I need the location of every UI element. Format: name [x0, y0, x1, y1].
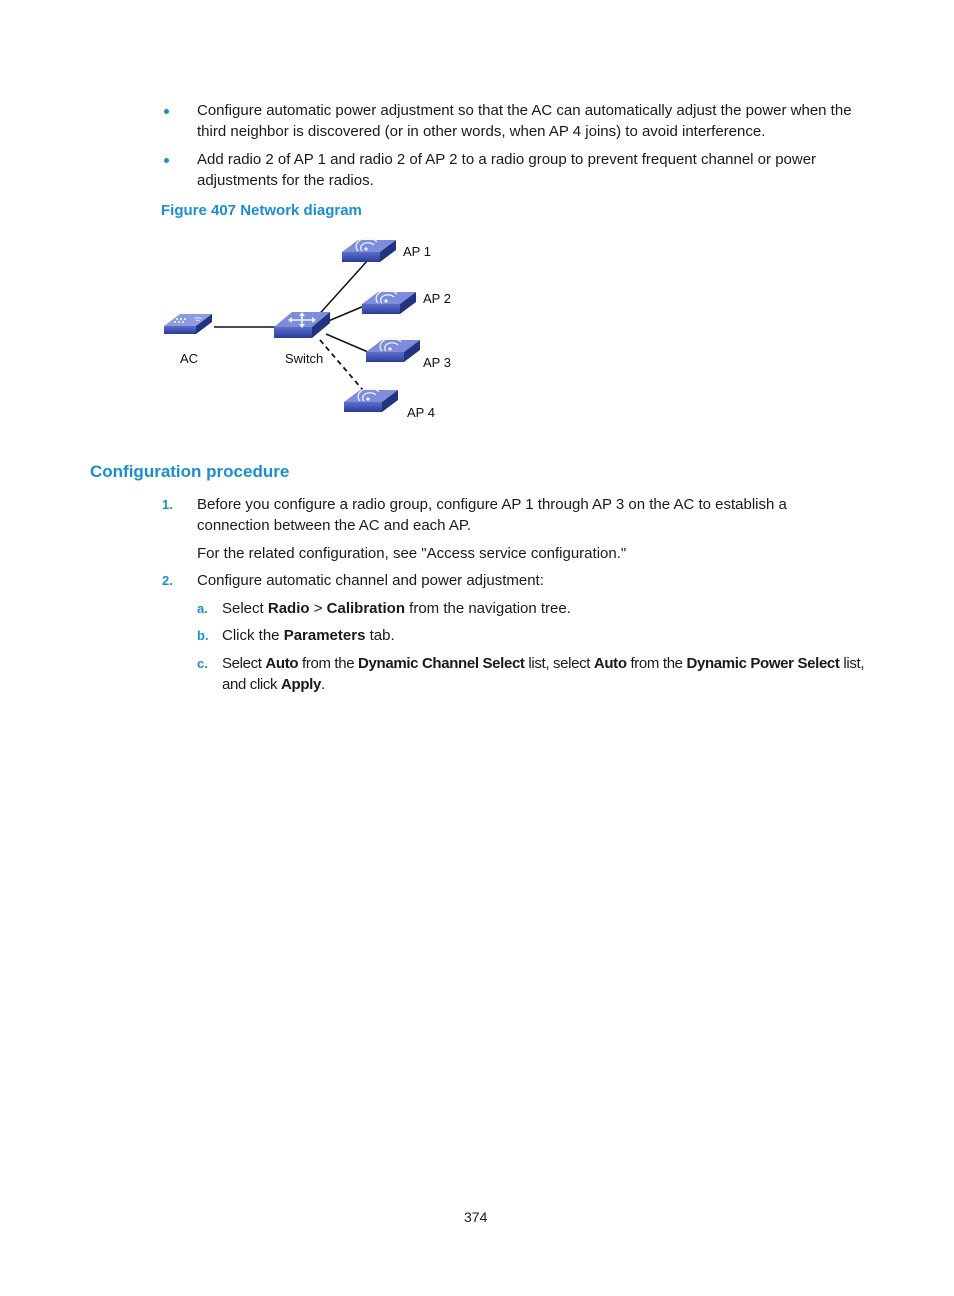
- ui-term-calibration: Calibration: [326, 600, 405, 617]
- substep-letter-c: c.: [197, 656, 208, 671]
- ui-term-radio: Radio: [267, 600, 310, 617]
- step-1-note: For the related configuration, see "Access service configuration.": [197, 545, 627, 562]
- page-number: 374: [464, 1209, 488, 1225]
- ui-term-parameters: Parameters: [283, 627, 366, 644]
- bullet-text-2: Add radio 2 of AP 1 and radio 2 of AP 2 to a radio group to prevent frequent channel or power adjustments for the radios.: [197, 151, 817, 189]
- step-number-2: 2.: [162, 573, 173, 588]
- substep-c-text: Select Auto from the Dynamic Channel Select list, select Auto from the Dynamic Power Select list, and click Apply.: [222, 655, 865, 693]
- network-diagram: [150, 228, 470, 438]
- label-ap3: AP 3: [423, 355, 451, 370]
- switch-icon: [274, 312, 330, 338]
- step-2-text: Configure automatic channel and power adjustment:: [197, 572, 544, 589]
- step-number-1: 1.: [162, 497, 173, 512]
- bullet-dot: [164, 158, 169, 163]
- ap4-icon: [344, 388, 398, 412]
- substep-letter-b: b.: [197, 628, 209, 643]
- ap1-icon: [342, 238, 396, 262]
- link-switch-ap1: [314, 260, 368, 320]
- ap3-icon: [366, 338, 420, 362]
- figure-caption: Figure 407 Network diagram: [161, 202, 362, 219]
- step-1-text: Before you configure a radio group, configure AP 1 through AP 3 on the AC to establish a connection between the AC and each AP.: [197, 496, 787, 534]
- link-switch-ap2: [326, 306, 364, 322]
- ap2-icon: [362, 290, 416, 314]
- section-heading: Configuration procedure: [90, 462, 290, 481]
- bullet-text-1: Configure automatic power adjustment so that the AC can automatically adjust the power when the third neighbor is discovered (or in other words, when AP 4 joins) to avoid interference.: [197, 102, 852, 140]
- substep-letter-a: a.: [197, 601, 208, 616]
- substep-b-text: Click the Parameters tab.: [222, 627, 395, 644]
- label-switch: Switch: [285, 351, 324, 366]
- bullet-dot: [164, 109, 169, 114]
- substep-a-text: Select Radio > Calibration from the navigation tree.: [222, 600, 571, 617]
- label-ap4: AP 4: [407, 405, 435, 420]
- label-ap1: AP 1: [403, 244, 431, 259]
- label-ac: AC: [180, 351, 199, 366]
- label-ap2: AP 2: [423, 291, 451, 306]
- ac-device-icon: [164, 314, 212, 334]
- link-switch-ap3: [326, 334, 368, 352]
